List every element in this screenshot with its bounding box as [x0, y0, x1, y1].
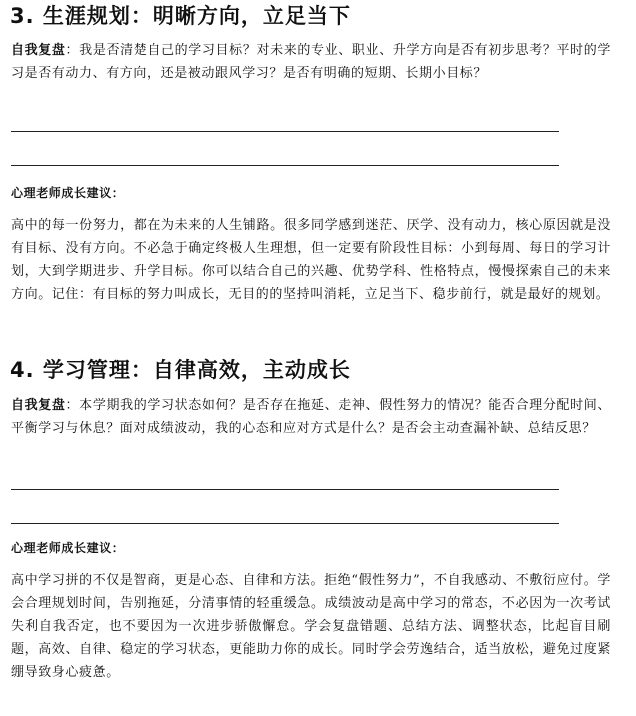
section-title-career-planning: 3. 生涯规划：明晰方向，立足当下: [10, 4, 351, 28]
self-review-paragraph-career: [11, 39, 611, 85]
answer-line[interactable]: [11, 523, 559, 524]
answer-line[interactable]: [11, 165, 559, 166]
self-review-label: 自我复盘: [11, 43, 66, 58]
self-review-paragraph-study: [11, 394, 611, 440]
self-review-label: 自我复盘: [11, 398, 66, 413]
advice-heading: 心理老师成长建议：: [11, 541, 125, 555]
advice-paragraph-career: 高中的每一份努力，都在为未来的人生铺路。很多同学感到迷茫、厌学、没有动力，核心原因就是没有目标、没有方向。不必急于确定终极人生理想，但一定要有阶段性目标：小到每周、每日的学习计划，大到学期进步、升学目标。你可以结合自己的兴趣、优势学科、性格特点，慢慢探索自己的未来方向。记住：有目标的努力叫成长，无目的的坚持叫消耗，立足当下、稳步前行，就是最好的规划。: [11, 218, 611, 302]
self-review-text: ：我是否清楚自己的学习目标？对未来的专业、职业、升学方向是否有初步思考？平时的学习是否有动力、有方向，还是被动跟风学习？是否有明确的短期、长期小目标？: [11, 43, 611, 81]
answer-line[interactable]: [11, 131, 559, 132]
self-review-text: ：本学期我的学习状态如何？是否存在拖延、走神、假性努力的情况？能否合理分配时间、平衡学习与休息？面对成绩波动，我的心态和应对方式是什么？是否会主动查漏补缺、总结反思？: [11, 398, 611, 436]
answer-line[interactable]: [11, 489, 559, 490]
section-title-study-management: 4. 学习管理：自律高效，主动成长: [10, 358, 351, 382]
advice-heading: 心理老师成长建议：: [11, 186, 125, 200]
advice-paragraph-study: 高中学习拼的不仅是智商，更是心态、自律和方法。拒绝“假性努力”，不自我感动、不敷衍应付。学会合理规划时间，告别拖延，分清事情的轻重缓急。成绩波动是高中学习的常态，不必因为一次考试失利自我否定，也不要因为一次进步骄傲懈怠。学会复盘错题、总结方法、调整状态，比起盲目刷题，高效、自律、稳定的学习状态，更能助力你的成长。同时学会劳逸结合，适当放松，避免过度紧绷导致身心疲惫。: [11, 573, 611, 680]
